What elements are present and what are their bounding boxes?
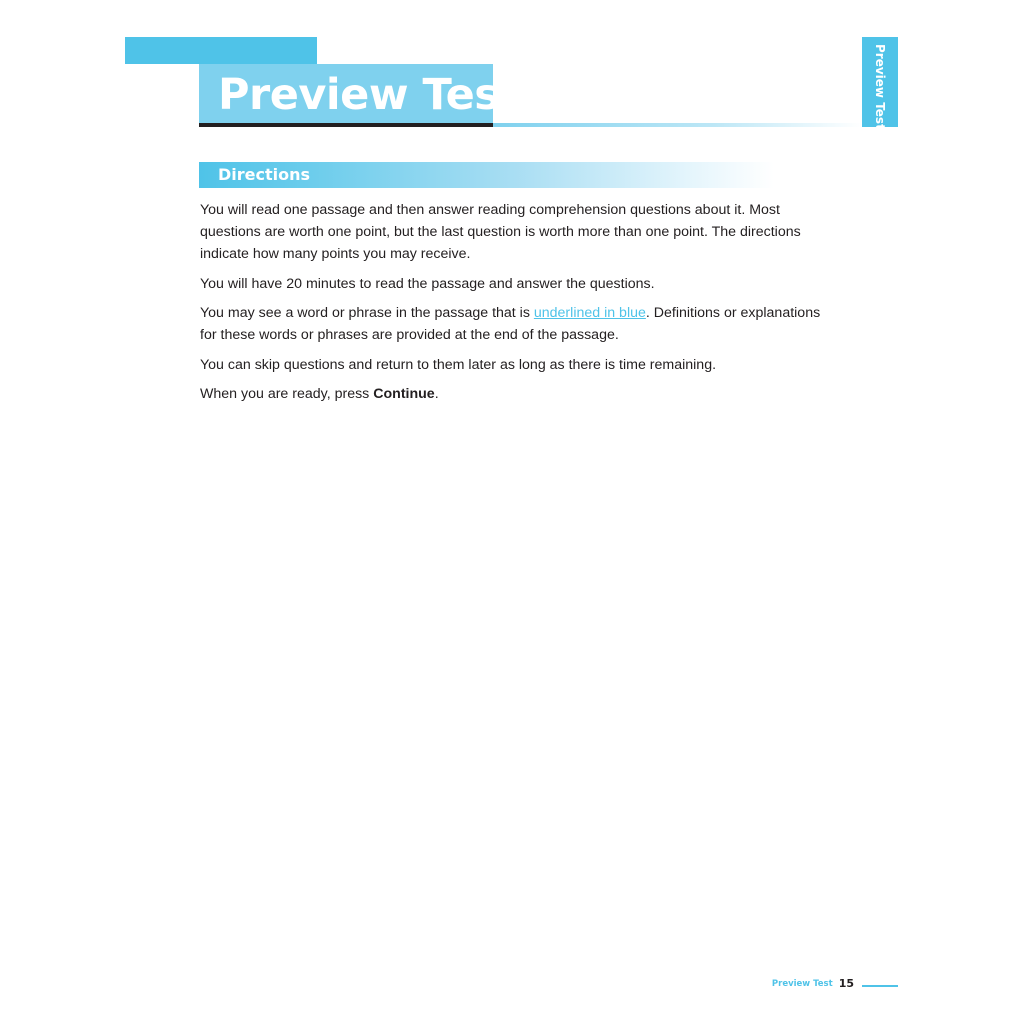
paragraph-continue-text-start: When you are ready, press xyxy=(200,386,374,402)
page-number: 15 xyxy=(838,977,854,990)
title-underline-fade xyxy=(493,123,862,127)
paragraph-overview: You will read one passage and then answer reading comprehension questions about it. Most questions are worth one point, but the last question is worth more than one point. The directions indicate how many points you may receive. xyxy=(200,202,801,262)
page-footer xyxy=(772,977,898,990)
paragraph-time-limit: You will have 20 minutes to read the passage and answer the questions. xyxy=(200,275,655,292)
continue-keyword: Continue xyxy=(373,386,435,402)
underlined-in-blue-link[interactable]: underlined in blue xyxy=(533,305,646,321)
paragraph-continue xyxy=(200,383,830,405)
paragraph-definitions-text-start: You may see a word or phrase in the passage that is xyxy=(200,305,534,321)
title-underline xyxy=(199,123,493,127)
footer-rule xyxy=(862,985,898,987)
directions-body xyxy=(200,199,830,413)
paragraph-definitions-text-end: . Definitions or explanations for these words or phrases are provided at the end of the passage. xyxy=(200,305,821,343)
directions-heading: Directions xyxy=(218,165,311,184)
side-tab-label: Preview Test xyxy=(873,44,887,130)
paragraph-continue-text-end: . xyxy=(434,386,439,402)
header-accent-bar xyxy=(125,37,317,64)
paragraph-definitions xyxy=(200,302,830,346)
footer-label: Preview Test xyxy=(771,978,833,989)
paragraph-skip: You can skip questions and return to them later as long as there is time remaining. xyxy=(200,356,717,373)
page-title: Preview Test xyxy=(218,70,520,120)
